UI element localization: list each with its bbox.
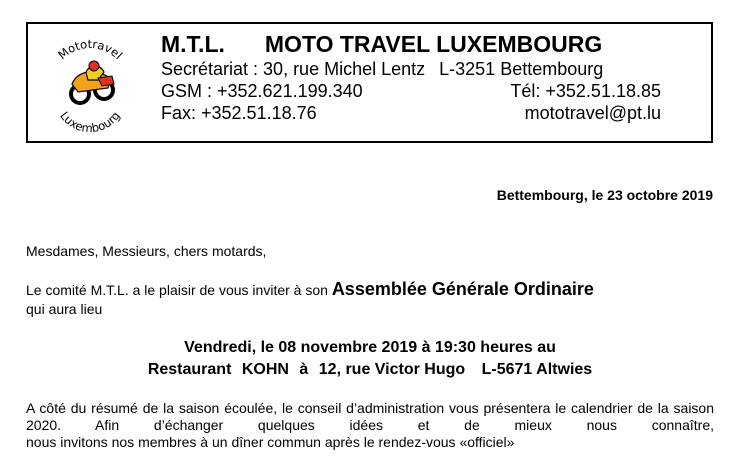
club-acronym: M.T.L. xyxy=(161,31,225,57)
email-address: mototravel@pt.lu xyxy=(524,103,661,123)
invitation-continuation: qui aura lieu xyxy=(26,301,103,317)
letter-date: Bettembourg, le 23 octobre 2019 xyxy=(496,187,713,203)
gsm-number: GSM : +352.621.199.340 xyxy=(161,81,363,101)
phone-line xyxy=(161,80,661,102)
venue-street: 12, rue Victor Hugo xyxy=(318,361,466,378)
letterhead-box xyxy=(26,22,713,143)
invitation-paragraph xyxy=(26,280,714,319)
salutation: Mesdames, Messieurs, chers motards, xyxy=(26,243,267,259)
mototravel-logo xyxy=(38,30,142,137)
venue-label: Restaurant xyxy=(147,361,232,378)
invitation-intro: Le comité M.T.L. a le plaisir de vous inviter à son xyxy=(26,282,332,298)
tel-number: Tél: +352.51.18.85 xyxy=(510,81,661,101)
logo-text-bottom: Luxembourg xyxy=(57,108,123,136)
secretariat-address: Secrétariat : 30, rue Michel Lentz xyxy=(161,59,426,79)
motorbike-icon xyxy=(71,61,114,103)
event-name: Assemblée Générale Ordinaire xyxy=(331,279,594,299)
body-line-2: calendrier de la saison 2020. Afin d’échanger quelques idées et de mieux nous connaître, xyxy=(26,400,715,433)
venue-at: à xyxy=(299,361,309,378)
event-location xyxy=(26,359,714,381)
logo-text-top: Mototravel xyxy=(55,36,126,63)
club-title xyxy=(161,30,661,58)
fax-number: Fax: +352.51.18.76 xyxy=(161,103,317,123)
fax-line xyxy=(161,102,661,124)
address-line xyxy=(161,58,661,80)
postcode-city: L-3251 Bettembourg xyxy=(439,59,604,79)
venue-city: L-5671 Altwies xyxy=(481,361,593,378)
body-line-3: nous invitons nos membres à un dîner commun après le rendez-vous «officiel» xyxy=(26,434,515,450)
club-name: MOTO TRAVEL LUXEMBOURG xyxy=(264,31,603,57)
event-datetime: Vendredi, le 08 novembre 2019 à 19:30 heures au xyxy=(184,339,556,356)
venue-name: KOHN xyxy=(241,361,289,378)
body-paragraph xyxy=(26,400,714,451)
body-line-1: A côté du résumé de la saison écoulée, le conseil d’administration vous présentera le xyxy=(26,400,567,416)
